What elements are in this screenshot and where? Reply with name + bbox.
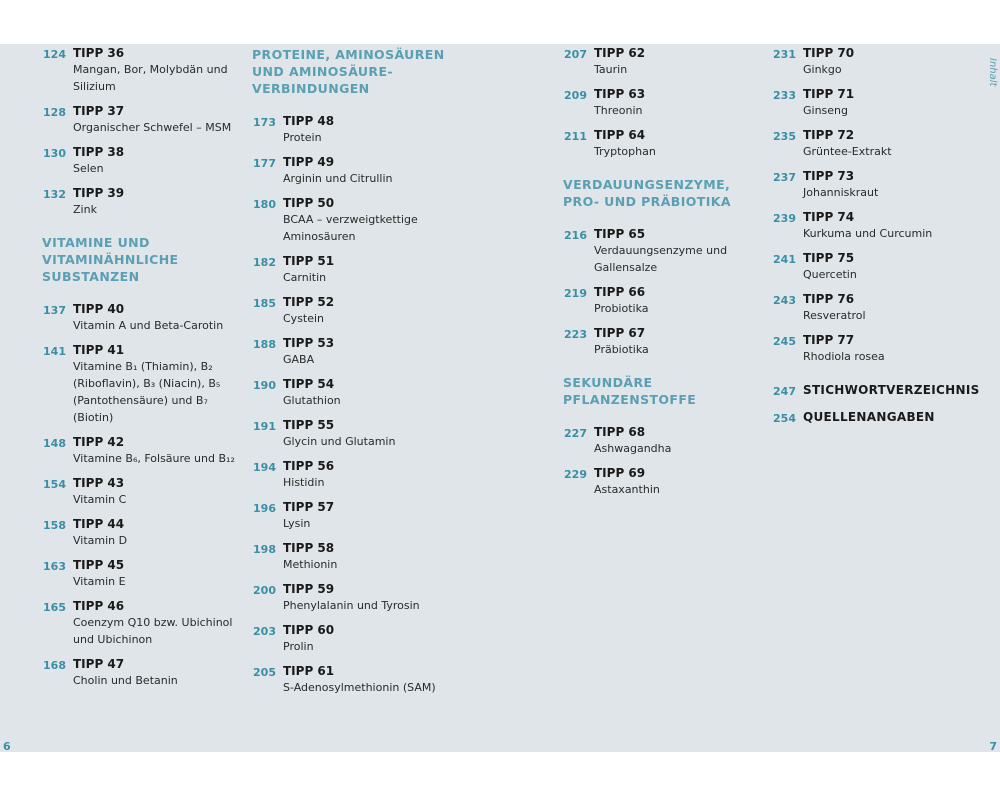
description-line: Ginseng [803, 104, 849, 117]
tipp-title: TIPP 57 [283, 500, 335, 514]
description-line: Vitamine B₆, Folsäure und B₁₂ [73, 452, 235, 465]
page-reference: 130 [43, 147, 66, 160]
page-reference: 241 [773, 253, 796, 266]
tipp-description [803, 266, 857, 283]
page-reference: 205 [253, 666, 276, 679]
page-reference: 132 [43, 188, 66, 201]
tipp-title: TIPP 75 [803, 251, 855, 265]
page-reference: 233 [773, 89, 796, 102]
tipp-description [803, 184, 878, 201]
section-heading-verdauung [563, 176, 763, 210]
description-line: Probiotika [594, 302, 649, 315]
page-reference: 173 [253, 116, 276, 129]
tipp-description [73, 160, 124, 177]
section-heading-line: VITAMINÄHNLICHE [42, 252, 179, 267]
tipp-title: TIPP 37 [73, 104, 125, 118]
section-heading-line: PFLANZENSTOFFE [563, 392, 697, 407]
toc-entry[interactable] [252, 196, 482, 245]
page-reference: 254 [773, 412, 796, 425]
toc-entry-body [283, 459, 334, 491]
toc-entry-body [73, 145, 124, 177]
page-reference: 177 [253, 157, 276, 170]
description-line: Johanniskraut [803, 186, 879, 199]
toc-entry-body [73, 657, 178, 689]
tipp-description [803, 61, 854, 78]
toc-entry-body [594, 425, 671, 457]
description-line: Aminosäuren [283, 230, 356, 243]
tipp-title: TIPP 46 [73, 599, 125, 613]
tipp-description [803, 225, 932, 242]
description-line: Carnitin [283, 271, 327, 284]
toc-entry-body [283, 114, 334, 146]
description-line: Ashwagandha [594, 442, 672, 455]
description-line: Mangan, Bor, Molybdän und [73, 63, 228, 76]
tipp-description [73, 317, 223, 334]
page-reference: 200 [253, 584, 276, 597]
description-line: Astaxanthin [594, 483, 660, 496]
tipp-description [283, 638, 334, 655]
toc-entry[interactable] [252, 541, 482, 573]
page-reference: 243 [773, 294, 796, 307]
toc-entry-body [803, 46, 854, 78]
page-reference: 247 [773, 385, 796, 398]
description-line: Coenzym Q10 bzw. Ubichinol [73, 616, 233, 629]
toc-entry[interactable] [42, 599, 242, 648]
page-reference: 163 [43, 560, 66, 573]
page-reference: 203 [253, 625, 276, 638]
toc-entry-body [73, 599, 232, 648]
section-heading-proteine [252, 46, 482, 97]
toc-entry-body [594, 466, 660, 498]
tipp-title: TIPP 71 [803, 87, 855, 101]
tipp-description [803, 143, 892, 160]
page-reference: 194 [253, 461, 276, 474]
toc-entry-body [73, 517, 127, 549]
page-reference: 182 [253, 256, 276, 269]
toc-entry-body [283, 664, 436, 696]
toc-entry-body [73, 343, 220, 426]
tipp-description [283, 679, 436, 696]
section-heading-line: VERDAUUNGSENZYME, [563, 177, 731, 192]
section-heading-line: VITAMINE UND [42, 235, 150, 250]
description-line: Phenylalanin und Tyrosin [283, 599, 420, 612]
section-heading-line: PROTEINE, AMINOSÄUREN [252, 47, 445, 62]
tipp-description [73, 573, 126, 590]
toc-entry[interactable] [772, 169, 972, 201]
toc-entry-body [283, 254, 334, 286]
page-reference: 141 [43, 345, 66, 358]
tipp-title: TIPP 38 [73, 145, 125, 159]
description-line: Histidin [283, 476, 325, 489]
toc-entry[interactable] [42, 657, 242, 689]
tipp-description [283, 310, 334, 327]
toc-entry-body [283, 418, 395, 450]
tipp-title: TIPP 59 [283, 582, 335, 596]
page-reference: 188 [253, 338, 276, 351]
toc-entry-body [803, 251, 857, 283]
toc-entry-body [283, 196, 418, 245]
description-line: Cholin und Betanin [73, 674, 178, 687]
tipp-description [283, 211, 418, 245]
tipp-title: TIPP 74 [803, 210, 855, 224]
section-side-label: Inhalt [987, 58, 998, 87]
tipp-description [283, 129, 334, 146]
toc-entry[interactable] [42, 476, 242, 508]
toc-entry[interactable] [252, 623, 482, 655]
tipp-title: TIPP 41 [73, 343, 125, 357]
tipp-description [283, 269, 334, 286]
description-line: S-Adenosylmethionin (SAM) [283, 681, 436, 694]
section-heading-line: PRO- UND PRÄBIOTIKA [563, 194, 731, 209]
description-line: Vitamin A und Beta-Carotin [73, 319, 224, 332]
description-line: Zink [73, 203, 97, 216]
tipp-description [594, 242, 727, 276]
tipp-description [803, 307, 866, 324]
section-heading-line: SEKUNDÄRE [563, 375, 653, 390]
toc-entry[interactable] [252, 582, 482, 614]
description-line: und Ubichinon [73, 633, 153, 646]
toc-entry-body [803, 292, 866, 324]
description-line: Methionin [283, 558, 338, 571]
tipp-title: TIPP 47 [73, 657, 125, 671]
page-reference: 154 [43, 478, 66, 491]
toc-entry-body [594, 128, 656, 160]
page-reference: 239 [773, 212, 796, 225]
description-line: Tryptophan [594, 145, 656, 158]
page-reference: 223 [564, 328, 587, 341]
toc-entry[interactable] [42, 145, 242, 177]
section-heading-line: VERBINDUNGEN [252, 81, 370, 96]
section-heading-vitamine [42, 234, 242, 285]
description-line: Lysin [283, 517, 311, 530]
tipp-title: TIPP 52 [283, 295, 335, 309]
toc-entry[interactable] [42, 302, 242, 334]
tipp-title: TIPP 68 [594, 425, 646, 439]
tipp-title: TIPP 73 [803, 169, 855, 183]
page-reference: 185 [253, 297, 276, 310]
page-reference: 124 [43, 48, 66, 61]
toc-entry[interactable] [252, 336, 482, 368]
toc-entry-body [803, 87, 854, 119]
description-line: Taurin [594, 63, 628, 76]
description-line: Kurkuma und Curcumin [803, 227, 933, 240]
toc-entry-body [73, 476, 126, 508]
description-line: Ginkgo [803, 63, 842, 76]
toc-entry-body [73, 558, 126, 590]
page-number-left: 6 [3, 740, 11, 753]
page-reference: 227 [564, 427, 587, 440]
toc-entry[interactable] [252, 459, 482, 491]
description-line: Protein [283, 131, 322, 144]
toc-entry[interactable] [252, 254, 482, 286]
description-line: Vitamin C [73, 493, 127, 506]
description-line: Grüntee-Extrakt [803, 145, 892, 158]
tipp-title: TIPP 58 [283, 541, 335, 555]
page-reference: 245 [773, 335, 796, 348]
description-line: Glycin und Glutamin [283, 435, 396, 448]
toc-entry[interactable] [563, 46, 763, 78]
tipp-title: TIPP 55 [283, 418, 335, 432]
description-line: GABA [283, 353, 315, 366]
tipp-title: TIPP 56 [283, 459, 335, 473]
tipp-description [594, 440, 671, 457]
toc-entry[interactable] [772, 210, 972, 242]
tipp-title: TIPP 60 [283, 623, 335, 637]
tipp-title: TIPP 72 [803, 128, 855, 142]
page-reference: 207 [564, 48, 587, 61]
tipp-description [73, 201, 124, 218]
toc-entry-body [594, 326, 649, 358]
tipp-description [283, 556, 337, 573]
page-reference: 190 [253, 379, 276, 392]
tipp-title: TIPP 45 [73, 558, 125, 572]
description-line: Vitamin E [73, 575, 126, 588]
toc-entry-body [803, 169, 878, 201]
tipp-title: TIPP 39 [73, 186, 125, 200]
description-line: Rhodiola rosea [803, 350, 885, 363]
page-reference: 235 [773, 130, 796, 143]
description-line: Vitamine B₁ (Thiamin), B₂ [73, 360, 213, 373]
page-reference: 219 [564, 287, 587, 300]
tipp-description [283, 515, 334, 532]
page-reference: 216 [564, 229, 587, 242]
tipp-description [283, 170, 393, 187]
tipp-description [283, 433, 395, 450]
description-line: (Riboflavin), B₃ (Niacin), B₅ [73, 377, 221, 390]
toc-entry[interactable] [252, 155, 482, 187]
toc-entry[interactable] [772, 292, 972, 324]
toc-entry[interactable] [772, 251, 972, 283]
tipp-title: TIPP 40 [73, 302, 125, 316]
section-heading-pflanzenstoffe [563, 374, 763, 408]
tipp-title: TIPP 62 [594, 46, 646, 60]
page-reference: 165 [43, 601, 66, 614]
toc-entry[interactable] [42, 558, 242, 590]
tipp-title: TIPP 63 [594, 87, 646, 101]
tipp-title: TIPP 67 [594, 326, 646, 340]
tipp-description [73, 672, 178, 689]
toc-column-4 [772, 46, 980, 437]
toc-entry[interactable] [563, 227, 763, 276]
page-reference: 237 [773, 171, 796, 184]
description-line: BCAA – verzweigtkettige [283, 213, 418, 226]
toc-entry[interactable] [42, 435, 242, 467]
tipp-title: TIPP 50 [283, 196, 335, 210]
tipp-description [283, 392, 341, 409]
toc-entry-body [283, 582, 420, 614]
toc-entry-body [803, 128, 892, 160]
tipp-description [73, 614, 232, 648]
toc-entry-body [73, 104, 231, 136]
page-reference: 148 [43, 437, 66, 450]
tipp-title: TIPP 54 [283, 377, 335, 391]
page-reference: 231 [773, 48, 796, 61]
tipp-title: TIPP 66 [594, 285, 646, 299]
toc-entry[interactable] [252, 377, 482, 409]
tipp-description [803, 102, 854, 119]
tipp-description [594, 102, 645, 119]
page-reference: 191 [253, 420, 276, 433]
description-line: Verdauungsenzyme und [594, 244, 728, 257]
toc-entry[interactable] [42, 343, 242, 426]
tipp-description [803, 348, 885, 365]
tipp-description [73, 450, 235, 467]
page-reference: 229 [564, 468, 587, 481]
toc-entry[interactable] [772, 87, 972, 119]
description-line: Arginin und Citrullin [283, 172, 393, 185]
toc-entry-body [594, 227, 727, 276]
tipp-title: TIPP 61 [283, 664, 335, 678]
toc-entry-body [283, 336, 334, 368]
toc-entry[interactable] [252, 295, 482, 327]
tipp-title: TIPP 76 [803, 292, 855, 306]
tipp-description [283, 597, 420, 614]
toc-column-1 [42, 46, 242, 698]
page-reference: 128 [43, 106, 66, 119]
tipp-title: TIPP 64 [594, 128, 646, 142]
toc-entry-body [73, 186, 124, 218]
tipp-description [594, 481, 660, 498]
description-line: (Biotin) [73, 411, 114, 424]
page-reference: 196 [253, 502, 276, 515]
toc-entry-body [283, 155, 393, 187]
tipp-description [73, 532, 127, 549]
page-reference: 137 [43, 304, 66, 317]
section-heading-line: SUBSTANZEN [42, 269, 140, 284]
toc-entry[interactable] [252, 664, 482, 696]
toc-entry-body [803, 333, 885, 365]
toc-entry[interactable] [563, 87, 763, 119]
page-reference: 180 [253, 198, 276, 211]
description-line: Vitamin D [73, 534, 128, 547]
page-reference: 158 [43, 519, 66, 532]
page-reference: 168 [43, 659, 66, 672]
toc-entry[interactable] [563, 326, 763, 358]
toc-entry[interactable] [772, 333, 972, 365]
toc-entry[interactable] [42, 517, 242, 549]
tipp-title: TIPP 51 [283, 254, 335, 268]
toc-entry[interactable] [563, 128, 763, 160]
toc-entry-body [594, 285, 649, 317]
toc-entry[interactable] [772, 46, 972, 78]
toc-entry[interactable] [42, 46, 242, 95]
description-line: Selen [73, 162, 104, 175]
tipp-title: TIPP 43 [73, 476, 125, 490]
tipp-description [73, 119, 231, 136]
toc-entry-body [594, 87, 645, 119]
description-line: (Pantothensäure) und B₇ [73, 394, 208, 407]
toc-entry-body [283, 377, 341, 409]
tipp-description [283, 351, 334, 368]
tipp-description [73, 491, 126, 508]
description-line: Threonin [594, 104, 643, 117]
toc-entry[interactable] [42, 186, 242, 218]
page-reference: 209 [564, 89, 587, 102]
toc-entry-body [73, 302, 223, 334]
toc-entry-body [283, 623, 334, 655]
description-line: Glutathion [283, 394, 341, 407]
toc-entry-body [283, 541, 337, 573]
toc-entry-body [803, 210, 932, 242]
tipp-description [594, 61, 645, 78]
description-line: Prolin [283, 640, 314, 653]
toc-entry[interactable] [772, 128, 972, 160]
tipp-description [594, 143, 656, 160]
toc-entry-body [73, 435, 235, 467]
toc-column-2 [252, 46, 482, 705]
page-reference: 198 [253, 543, 276, 556]
tipp-title: TIPP 77 [803, 333, 855, 347]
description-line: Präbiotika [594, 343, 649, 356]
tipp-description [283, 474, 334, 491]
toc-entry[interactable] [563, 425, 763, 457]
tipp-description [73, 358, 220, 426]
description-line: Quercetin [803, 268, 857, 281]
toc-entry[interactable] [252, 500, 482, 532]
description-line: Resveratrol [803, 309, 866, 322]
section-heading-line: UND AMINOSÄURE- [252, 64, 393, 79]
tipp-title: TIPP 44 [73, 517, 125, 531]
tipp-title: TIPP 49 [283, 155, 335, 169]
toc-entry[interactable] [252, 418, 482, 450]
toc-entry-body [283, 500, 334, 532]
description-line: Gallensalze [594, 261, 658, 274]
tipp-description [73, 61, 228, 95]
appendix-title: STICHWORTVERZEICHNIS [803, 383, 980, 397]
toc-entry[interactable] [563, 466, 763, 498]
tipp-title: TIPP 65 [594, 227, 646, 241]
tipp-title: TIPP 42 [73, 435, 125, 449]
tipp-title: TIPP 48 [283, 114, 335, 128]
tipp-title: TIPP 69 [594, 466, 646, 480]
tipp-title: TIPP 36 [73, 46, 125, 60]
tipp-description [594, 341, 649, 358]
toc-entry[interactable] [563, 285, 763, 317]
toc-entry-body [594, 46, 645, 78]
toc-entry[interactable] [252, 114, 482, 146]
tipp-description [594, 300, 649, 317]
appendix-title: QUELLENANGABEN [803, 410, 935, 424]
toc-appendix-entry[interactable] [772, 410, 972, 425]
tipp-title: TIPP 53 [283, 336, 335, 350]
toc-entry-body [73, 46, 228, 95]
toc-entry[interactable] [42, 104, 242, 136]
description-line: Silizium [73, 80, 116, 93]
toc-entry-body [283, 295, 334, 327]
page-number-right: 7 [989, 740, 997, 753]
page-reference: 211 [564, 130, 587, 143]
description-line: Cystein [283, 312, 325, 325]
description-line: Organischer Schwefel – MSM [73, 121, 232, 134]
tipp-title: TIPP 70 [803, 46, 855, 60]
toc-column-3 [563, 46, 763, 507]
toc-appendix-entry[interactable] [772, 383, 980, 398]
